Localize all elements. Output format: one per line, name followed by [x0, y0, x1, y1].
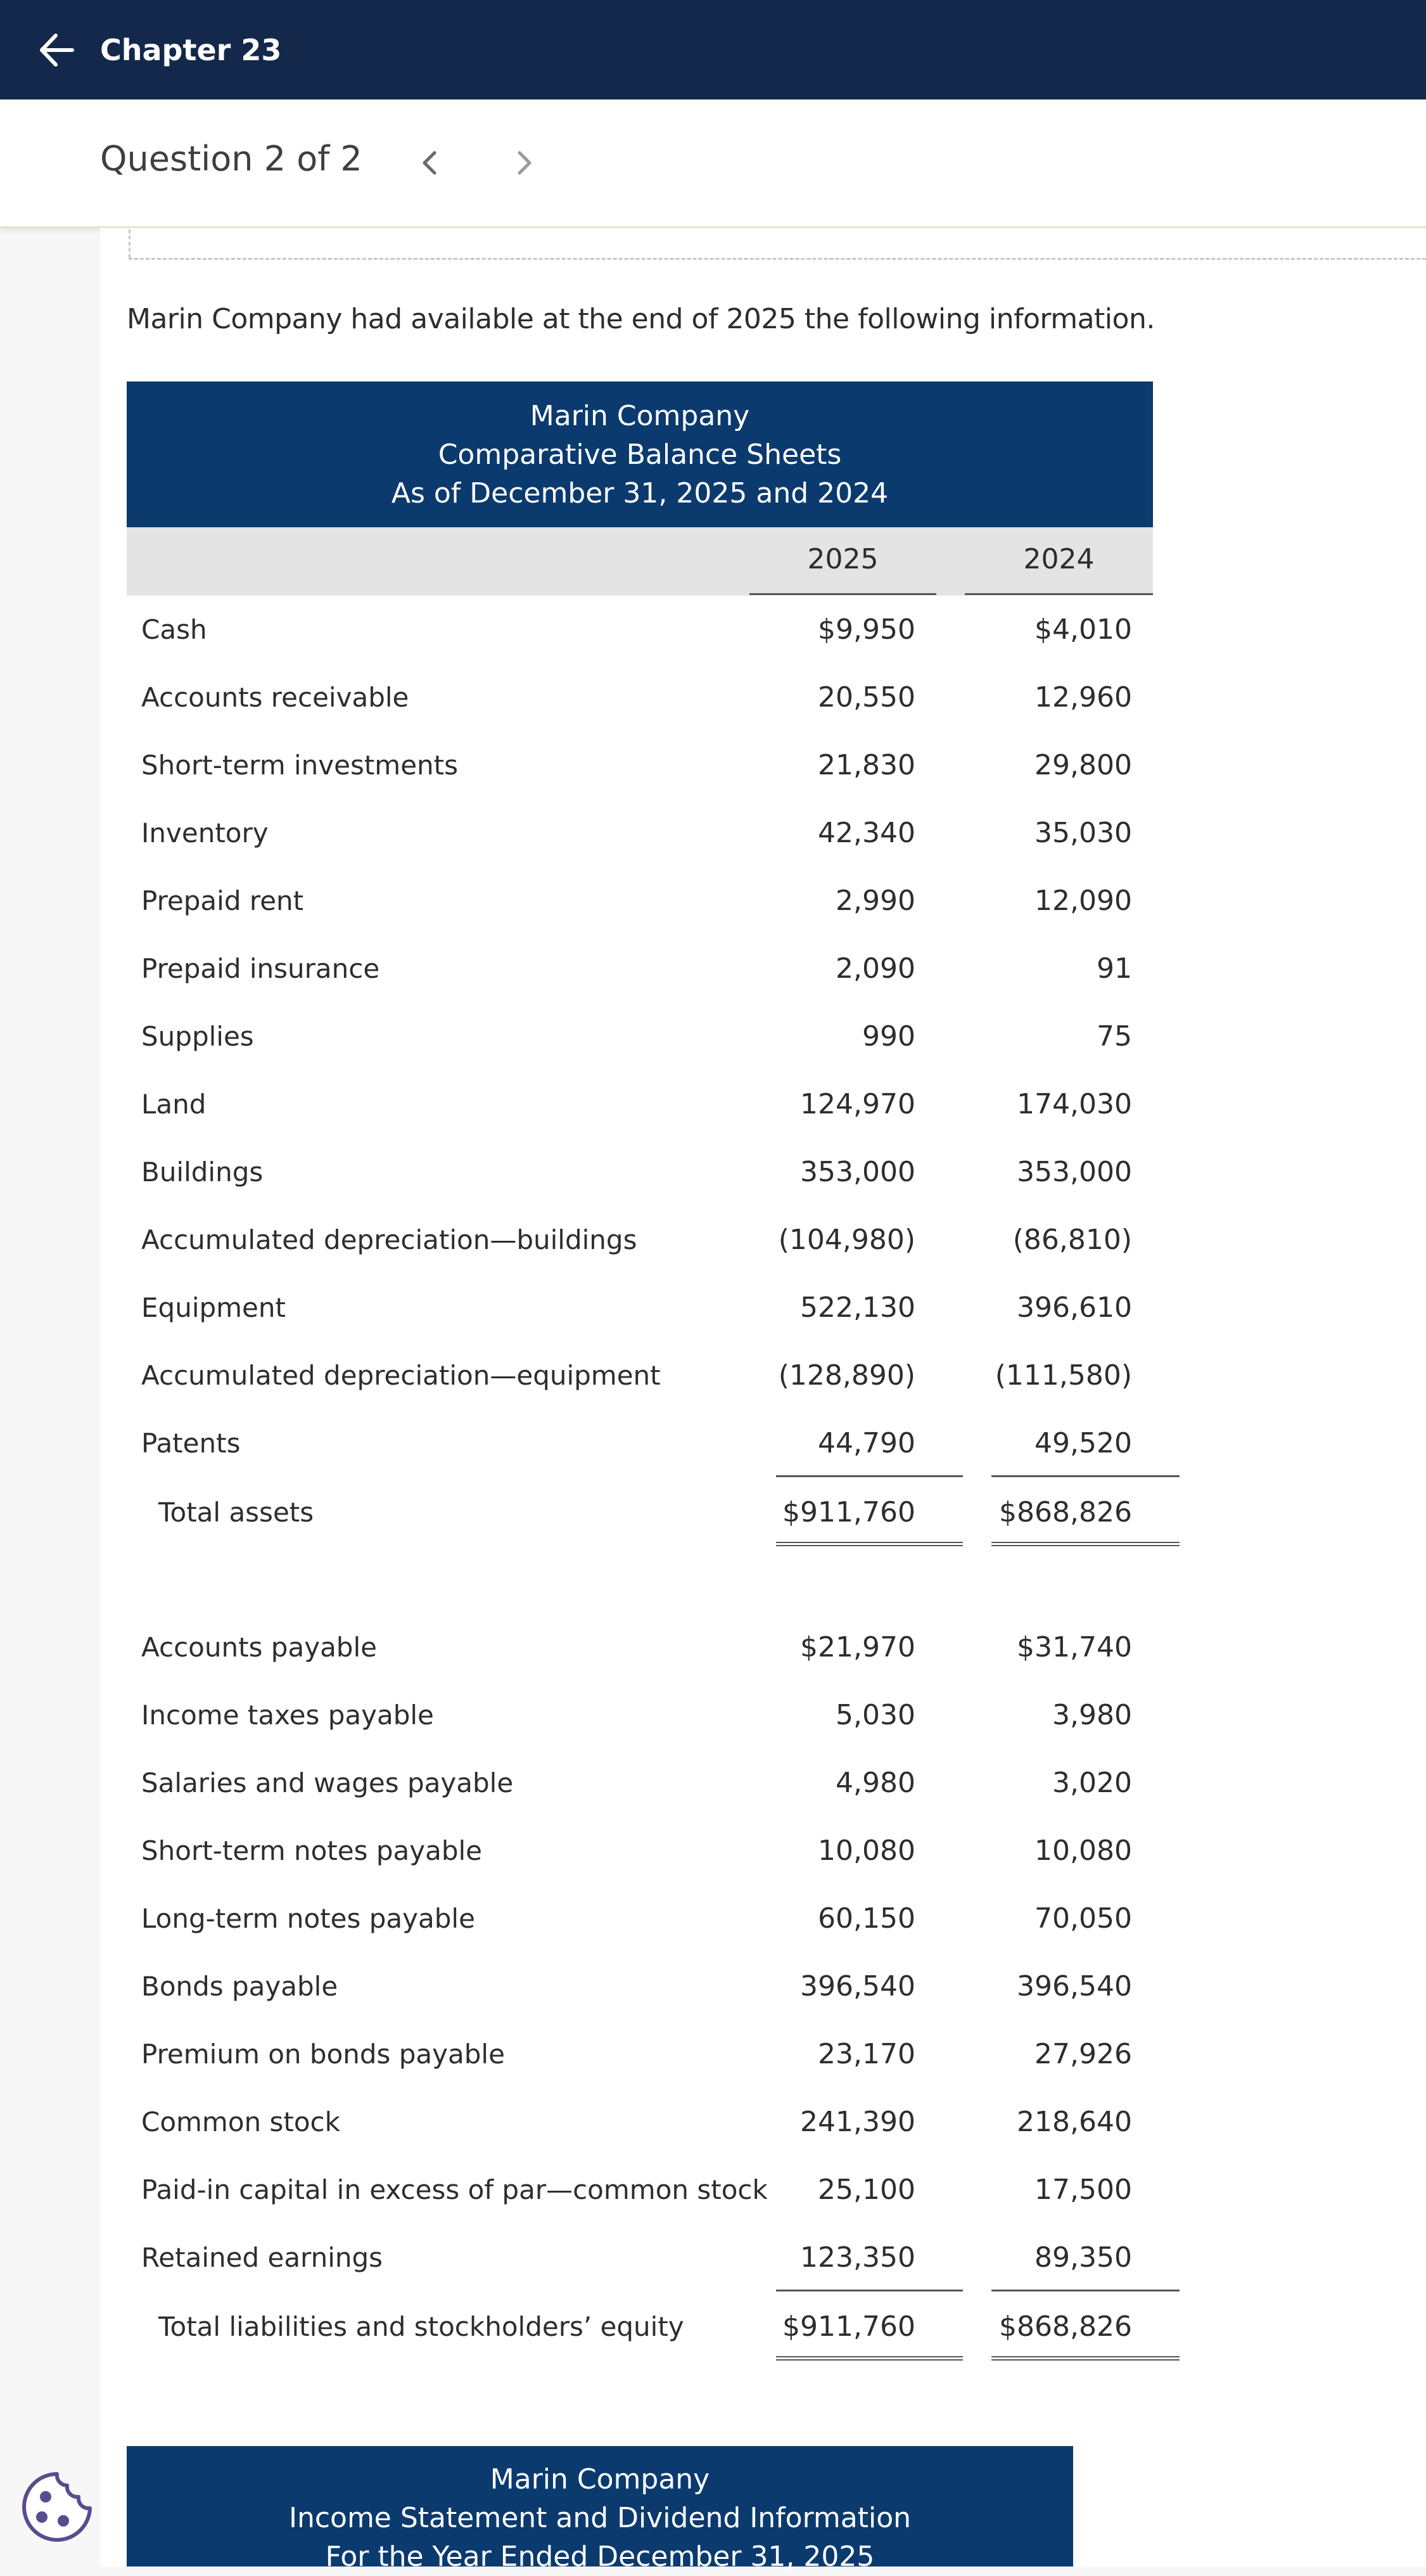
table-row — [127, 1138, 1153, 1206]
table-row — [127, 2088, 1153, 2156]
value-2024: 10,080 — [1034, 1835, 1132, 1867]
value-2025: (128,890) — [778, 1359, 915, 1392]
row-label: Retained earnings — [141, 2242, 383, 2273]
table-row — [127, 1409, 1153, 1477]
value-2025: 60,150 — [818, 1902, 915, 1935]
table-row — [127, 1613, 1153, 1681]
table-row — [127, 2020, 1153, 2088]
value-2025: 21,830 — [818, 749, 915, 781]
row-label: Prepaid rent — [141, 885, 304, 916]
table-row — [127, 1070, 1153, 1138]
table-row — [127, 935, 1153, 1003]
back-arrow-icon[interactable] — [37, 32, 76, 68]
value-2025: 522,130 — [800, 1291, 915, 1324]
row-label: Accumulated depreciation—equipment — [141, 1360, 661, 1391]
row-label: Total liabilities and stockholders’ equity — [158, 2311, 684, 2342]
value-2025: (104,980) — [778, 1224, 915, 1256]
question-nav-bar — [0, 99, 1426, 228]
value-2024: $868,826 — [991, 1478, 1180, 1546]
table-row — [127, 1885, 1153, 1952]
column-header-2024: 2024 — [965, 526, 1153, 595]
row-label: Accumulated depreciation—buildings — [141, 1224, 637, 1255]
value-2024: 17,500 — [1034, 2174, 1132, 2206]
value-2025: 990 — [862, 1020, 915, 1053]
intro-text: Marin Company had available at the end of 2025 the following information. — [127, 303, 1155, 335]
value-2024: $4,010 — [1034, 613, 1132, 646]
chapter-title[interactable]: Chapter 23 — [100, 33, 282, 67]
value-2025: 10,080 — [818, 1835, 915, 1867]
value-2024: 75 — [1097, 1020, 1132, 1053]
value-2025: 124,970 — [800, 1088, 915, 1120]
value-2025: 123,350 — [776, 2224, 963, 2291]
value-2025: 396,540 — [800, 1970, 915, 2002]
table-row — [127, 799, 1153, 867]
table-row — [127, 731, 1153, 799]
question-content — [100, 228, 1426, 2573]
table-row — [127, 1749, 1153, 1817]
balance-sheet-title: Comparative Balance Sheets — [438, 438, 842, 471]
value-2024: 49,520 — [991, 1409, 1180, 1477]
value-2024: 3,980 — [1052, 1699, 1132, 1731]
table-row — [127, 1003, 1153, 1070]
question-counter: Question 2 of 2 — [100, 139, 362, 179]
value-2024: (86,810) — [1012, 1224, 1132, 1256]
table-row — [127, 663, 1153, 731]
value-2024: (111,580) — [995, 1359, 1132, 1392]
table-row — [127, 1206, 1153, 1274]
column-header-2025: 2025 — [749, 526, 936, 595]
value-2024: $868,826 — [991, 2293, 1180, 2361]
value-2024: 218,640 — [1017, 2106, 1132, 2138]
row-label: Buildings — [141, 1157, 264, 1188]
value-2024: 29,800 — [1034, 749, 1132, 781]
row-label: Land — [141, 1089, 207, 1120]
row-label: Short-term investments — [141, 750, 459, 781]
value-2025: 2,990 — [836, 885, 915, 917]
row-label: Short-term notes payable — [141, 1835, 482, 1866]
row-label: Supplies — [141, 1021, 254, 1052]
row-label: Common stock — [141, 2106, 340, 2137]
value-2025: 4,980 — [836, 1767, 915, 1799]
value-2025: 241,390 — [800, 2106, 915, 2138]
row-label: Patents — [141, 1428, 241, 1459]
row-label: Long-term notes payable — [141, 1903, 475, 1934]
value-2024: $31,740 — [1017, 1631, 1132, 1663]
row-label: Cash — [141, 614, 207, 645]
table-row — [127, 1817, 1153, 1885]
dashed-divider — [129, 258, 1426, 260]
value-2025: 353,000 — [800, 1156, 915, 1188]
value-2025: 5,030 — [836, 1699, 915, 1731]
dashed-divider-vertical — [129, 229, 131, 258]
table-row — [127, 2224, 1153, 2291]
value-2025: 44,790 — [776, 1409, 963, 1477]
income-statement-title: Income Statement and Dividend Information — [288, 2502, 912, 2534]
row-label: Salaries and wages payable — [141, 1767, 514, 1798]
row-label: Equipment — [141, 1292, 286, 1323]
value-2024: 12,090 — [1034, 885, 1132, 917]
previous-question-icon[interactable] — [417, 144, 442, 182]
value-2024: 91 — [1097, 952, 1132, 985]
table-row — [127, 1681, 1153, 1749]
value-2025: 42,340 — [818, 817, 915, 849]
income-statement-company: Marin Company — [490, 2463, 710, 2496]
cookie-settings-icon[interactable] — [19, 2469, 95, 2545]
balance-sheet-company: Marin Company — [530, 399, 750, 432]
row-label: Total assets — [158, 1497, 314, 1528]
row-label: Accounts receivable — [141, 682, 409, 713]
row-label: Paid-in capital in excess of par—common stock — [141, 2174, 768, 2205]
table-row — [127, 1274, 1153, 1342]
value-2024: 12,960 — [1034, 681, 1132, 714]
value-2025: $911,760 — [776, 2293, 963, 2361]
table-row — [127, 596, 1153, 663]
top-bar — [0, 0, 1426, 99]
value-2025: 25,100 — [818, 2174, 915, 2206]
next-question-icon[interactable] — [512, 144, 537, 182]
row-label: Premium on bonds payable — [141, 2039, 505, 2070]
table-row — [127, 1952, 1153, 2020]
value-2024: 70,050 — [1034, 1902, 1132, 1935]
balance-sheet-header — [127, 381, 1153, 527]
value-2024: 3,020 — [1052, 1767, 1132, 1799]
value-2025: $21,970 — [800, 1631, 915, 1663]
value-2024: 353,000 — [1017, 1156, 1132, 1188]
value-2024: 27,926 — [1034, 2038, 1132, 2070]
value-2025: $911,760 — [776, 1478, 963, 1546]
value-2024: 174,030 — [1017, 1088, 1132, 1120]
value-2024: 396,540 — [1017, 1970, 1132, 2002]
value-2025: $9,950 — [818, 613, 915, 646]
value-2025: 2,090 — [836, 952, 915, 985]
row-label: Bonds payable — [141, 1971, 338, 2002]
value-2025: 20,550 — [818, 681, 915, 714]
value-2024: 396,610 — [1017, 1291, 1132, 1324]
table-row — [127, 1342, 1153, 1409]
table-row — [127, 2156, 1153, 2224]
income-statement-period: For the Year Ended December 31, 2025 — [325, 2541, 875, 2573]
income-statement-header — [127, 2446, 1073, 2573]
row-label: Prepaid insurance — [141, 953, 380, 984]
row-label: Accounts payable — [141, 1632, 377, 1663]
row-label: Income taxes payable — [141, 1700, 434, 1731]
total-row — [127, 2293, 1153, 2361]
row-label: Inventory — [141, 817, 269, 849]
value-2025: 23,170 — [818, 2038, 915, 2070]
value-2024: 35,030 — [1034, 817, 1132, 849]
value-2024: 89,350 — [991, 2224, 1180, 2291]
table-row — [127, 867, 1153, 935]
balance-sheet-date: As of December 31, 2025 and 2024 — [391, 477, 889, 509]
total-row — [127, 1478, 1153, 1546]
